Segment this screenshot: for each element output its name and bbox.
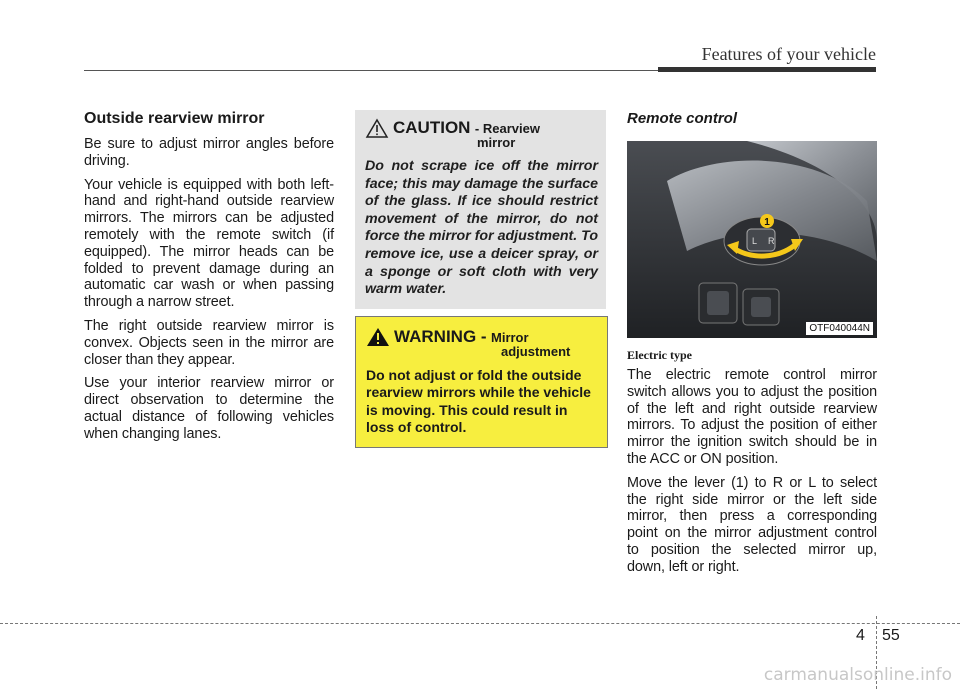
header-rule-thick: [658, 67, 876, 72]
caution-subtitle: - Rearview: [474, 121, 540, 136]
left-column: [84, 110, 334, 450]
section-heading: Outside rearview mirror: [84, 110, 265, 127]
paragraph: Move the lever (1) to R or L to select the right side mirror or the left side mirror, then press a corresponding point on the mirror adjustment control to position the selected mirror up, down, left or right.: [627, 474, 877, 575]
right-column: [627, 110, 877, 583]
paragraph: Use your interior rearview mirror or direct observation to determine the actual distance of following vehicles when changing lanes.: [84, 375, 334, 442]
middle-column: [355, 110, 606, 436]
watermark: carmanualsonline.info: [763, 665, 952, 685]
warning-box: [355, 316, 608, 448]
warning-subtitle: Mirror: [491, 330, 529, 345]
subsection-heading: Remote control: [627, 110, 738, 127]
mirror-switch-photo: [627, 141, 877, 338]
page-number: 55: [882, 627, 900, 644]
chapter-number: 4: [856, 627, 865, 644]
caution-subtitle-line2: mirror: [477, 135, 516, 150]
lever-label-l: L: [752, 236, 758, 246]
footer-rule: [0, 623, 960, 624]
caution-triangle-icon: [365, 118, 389, 138]
warning-triangle-icon: [366, 327, 390, 347]
warning-label: WARNING -: [394, 327, 487, 346]
paragraph: The electric remote control mirror switch allows you to adjust the position of the left and right outside rearview mirrors. To adjust the position of either mirror the ignition switch should be in the ACC or ON position.: [627, 367, 877, 467]
mirror-switch-illustration: [627, 141, 877, 338]
warning-subtitle-line2: adjustment: [501, 344, 571, 359]
lever-label-r: R: [768, 236, 775, 246]
caution-label: CAUTION: [393, 118, 471, 137]
image-caption: Electric type: [627, 348, 692, 362]
paragraph: The right outside rearview mirror is convex. Objects seen in the mirror are closer than they appear.: [84, 317, 334, 368]
page-header-title: Features of your vehicle: [701, 44, 876, 64]
caution-box: [355, 110, 606, 309]
paragraph: Be sure to adjust mirror angles before driving.: [84, 136, 334, 169]
callout-number: 1: [764, 217, 770, 228]
image-code: OTF040044N: [806, 322, 873, 335]
paragraph: Your vehicle is equipped with both left-hand and right-hand outside rearview mirrors. The mirrors can be adjusted remotely with the remote switch (if equipped). The mirror heads can be folded to prevent damage during an automatic car wash or when passing through a narrow street.: [84, 176, 334, 311]
warning-text: Do not adjust or fold the outside rearview mirrors while the vehicle is moving. This could result in loss of control.: [366, 367, 591, 436]
caution-text: Do not scrape ice off the mirror face; this may damage the surface of the glass. If ice should restrict movement of the mirror, do not force the mirror for adjustment. To remove ice, use a deicer spray, or a sponge or soft cloth with very warm water.: [365, 158, 598, 298]
